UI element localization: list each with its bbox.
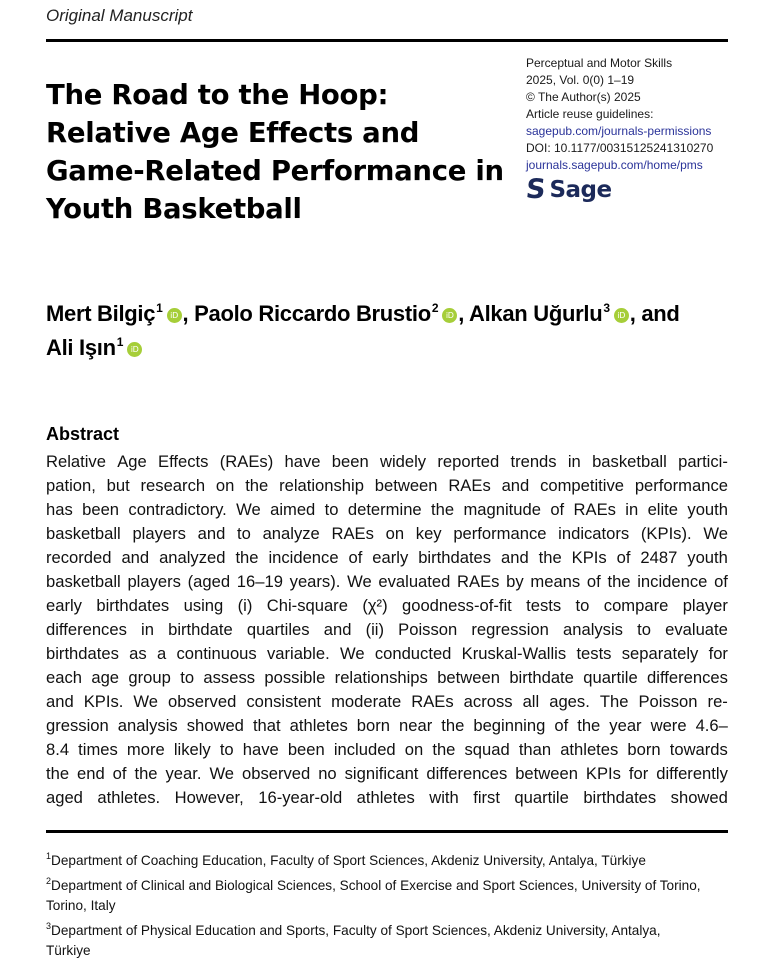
doi: DOI: 10.1177/00315125241310270	[526, 141, 714, 155]
copyright: © The Author(s) 2025	[526, 90, 641, 104]
affiliation-line: Türkiye	[46, 943, 91, 958]
author-name: Mert Bilgiç	[46, 301, 156, 326]
sage-s-icon: S	[524, 174, 548, 205]
author-separator: ,	[458, 301, 470, 326]
reuse-label: Article reuse guidelines:	[526, 107, 654, 121]
title-line: Game-Related Performance in	[46, 155, 504, 187]
abstract-line: each age group to assess possible relationships between birthdate quartile differences	[46, 668, 728, 687]
abstract-heading: Abstract	[46, 424, 120, 444]
abstract-line: aged athletes. However, 16-year-old athletes with first quartile birthdates showed	[46, 788, 728, 807]
affiliation-line: $^1$Department of Coaching Education, Faculty of Sport Sciences, Akdeniz University, Antalya, Türkiye	[46, 851, 646, 868]
author-name: Paolo Riccardo Brustio	[194, 301, 431, 326]
affiliation-mark: 1	[116, 335, 124, 349]
orcid-icon[interactable]: iD	[442, 308, 457, 323]
footnote-rule	[46, 830, 728, 833]
title-line: The Road to the Hoop:	[46, 79, 389, 111]
running-head: Original Manuscript	[46, 6, 193, 25]
affiliation-mark: 1	[46, 851, 52, 861]
sage-wordmark: Sage	[549, 176, 612, 203]
affiliation-mark: 3	[46, 921, 52, 931]
author-separator: ,	[182, 301, 195, 326]
journal-info	[526, 55, 713, 204]
abstract-line: the end of the year. We observed no significant differences between KPIs for differently	[46, 764, 728, 783]
title-line: Youth Basketball	[46, 193, 302, 225]
abstract-line: pation, but research on the relationship between RAEs and competitive performance	[46, 476, 728, 495]
abstract-line: early birthdates using (i) Chi-square (χ²) goodness-of-fit tests to compare player	[46, 596, 728, 615]
abstract-line: recorded and analyzed the incidence of early birthdates and the KPIs of 2487 youth	[46, 548, 728, 567]
journal-home-link[interactable]: journals.sagepub.com/home/pms	[526, 158, 703, 172]
abstract-body	[46, 450, 728, 810]
abstract-line: basketball players and to analyze RAEs on key performance indicators (KPIs). We	[46, 524, 728, 543]
affiliation-mark: 3	[603, 301, 610, 315]
affiliation-mark: 1	[156, 301, 163, 315]
abstract-line: 8.4 times more likely to have been included on the squad than athletes born towards	[46, 740, 728, 759]
title-line: Relative Age Effects and	[46, 117, 420, 149]
author-list	[46, 294, 736, 362]
abstract-line: Relative Age Effects (RAEs) have been widely reported trends in basketball partici-	[46, 452, 728, 471]
permissions-link[interactable]: sagepub.com/journals-permissions	[526, 124, 712, 138]
affiliation-line: $^2$Department of Clinical and Biological Sciences, School of Exercise and Sport Sciences, University of Torino,	[46, 876, 701, 893]
affiliation-line: Torino, Italy	[46, 898, 116, 913]
affiliation-mark: 2	[431, 301, 439, 315]
abstract-line: and KPIs. We observed consistent moderate RAEs across all ages. The Poisson re-	[46, 692, 728, 711]
sage-logo	[526, 176, 713, 204]
affiliations	[46, 846, 736, 961]
abstract-line: basketball players (aged 16–19 years). We evaluated RAEs by means of the incidence of	[46, 572, 728, 591]
orcid-icon[interactable]: iD	[614, 308, 629, 323]
journal-name: Perceptual and Motor Skills	[526, 56, 673, 70]
top-rule	[46, 39, 728, 42]
abstract-line: gression analysis showed that athletes born near the beginning of the year were 4.6–	[46, 716, 728, 735]
volume-info: 2025, Vol. 0(0) 1–19	[526, 73, 635, 87]
abstract-line: differences in birthdate quartiles and (ii) Poisson regression analysis to evaluate	[46, 620, 728, 639]
orcid-icon[interactable]: iD	[127, 342, 142, 357]
orcid-icon[interactable]: iD	[167, 308, 182, 323]
abstract-line: birthdates as a continuous variable. We conducted Kruskal-Wallis tests separately for	[46, 644, 728, 663]
affiliation-mark: 2	[46, 876, 52, 886]
author-separator: , and	[629, 301, 680, 326]
author-name: Alkan Uğurlu	[469, 301, 603, 326]
affiliation-line: $^3$Department of Physical Education and Sports, Faculty of Sport Sciences, Akdeniz University, Antalya,	[46, 921, 661, 938]
author-name: Ali Işın	[46, 335, 116, 360]
abstract-line: has been contradictory. We aimed to determine the magnitude of RAEs in elite youth	[46, 500, 728, 519]
article-title	[46, 76, 516, 228]
